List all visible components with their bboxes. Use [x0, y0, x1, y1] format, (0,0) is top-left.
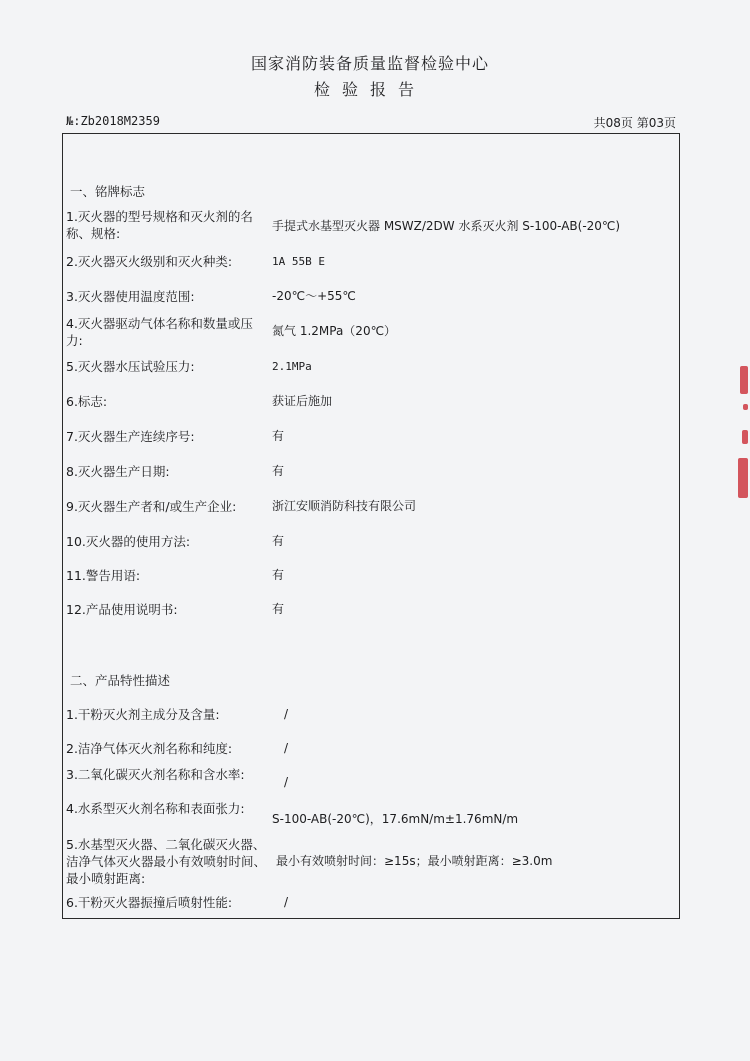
- field-value-clean-gas: /: [284, 741, 289, 755]
- field-label-co2: 3.二氧化碳灭火剂名称和含水率:: [66, 767, 245, 782]
- field-label-temp-range: 3.灭火器使用温度范围:: [66, 289, 195, 304]
- field-value-model-spec: 手提式水基型灭火器 MSWZ/2DW 水系灭火剂 S-100-AB(-20℃): [272, 219, 621, 233]
- field-value-test-pressure: 2.1MPa: [272, 360, 312, 373]
- field-value-co2: /: [284, 775, 289, 789]
- field-value-surface-tension: S-100-AB(-20℃)，17.6mN/m±1.76mN/m: [272, 812, 519, 826]
- section-heading-nameplate: 一、铭牌标志: [70, 184, 146, 199]
- field-value-usage: 有: [272, 534, 285, 548]
- field-label-test-pressure: 5.灭火器水压试验压力:: [66, 359, 195, 374]
- field-label-prod-date: 8.灭火器生产日期:: [66, 464, 170, 479]
- field-value-drive-gas: 氮气 1.2MPa（20℃）: [272, 324, 397, 338]
- field-value-prod-date: 有: [272, 464, 285, 478]
- report-number: №:Zb2018M2359: [66, 114, 160, 128]
- field-value-spray-performance: 最小有效喷射时间：≥15s；最小喷射距离：≥3.0m: [276, 854, 553, 868]
- field-value-impact-spray: /: [284, 895, 289, 909]
- field-label-spray-performance: 5.水基型灭火器、二氧化碳灭火器、洁净气体灭火器最小有效喷射时间、最小喷射距离:: [66, 837, 267, 886]
- field-value-manufacturer: 浙江安顺消防科技有限公司: [272, 499, 417, 513]
- field-value-serial: 有: [272, 429, 285, 443]
- field-label-impact-spray: 6.干粉灭火器振撞后喷射性能:: [66, 895, 233, 910]
- field-label-warning: 11.警告用语:: [66, 568, 141, 583]
- field-label-surface-tension: 4.水系型灭火剂名称和表面张力:: [66, 801, 245, 816]
- field-value-rating: 1A 55B E: [272, 255, 325, 268]
- field-label-manufacturer: 9.灭火器生产者和/或生产企业:: [66, 499, 237, 514]
- page-counter: 共08页 第03页: [593, 116, 676, 130]
- field-label-serial: 7.灭火器生产连续序号:: [66, 429, 195, 444]
- field-label-model-spec: 1.灭火器的型号规格和灭火剂的名称、规格:: [66, 209, 253, 241]
- field-label-manual: 12.产品使用说明书:: [66, 602, 178, 617]
- field-value-warning: 有: [272, 568, 285, 582]
- section-heading-characteristics: 二、产品特性描述: [70, 673, 171, 688]
- field-label-clean-gas: 2.洁净气体灭火剂名称和纯度:: [66, 741, 233, 756]
- field-label-marking: 6.标志:: [66, 394, 108, 409]
- field-label-rating: 2.灭火器灭火级别和灭火种类:: [66, 254, 233, 269]
- field-value-marking: 获证后施加: [272, 394, 333, 408]
- page-subtitle: 检验报告: [313, 80, 426, 99]
- field-value-temp-range: -20℃～+55℃: [272, 289, 356, 303]
- field-value-manual: 有: [272, 602, 285, 616]
- page-title: 国家消防装备质量监督检验中心: [250, 54, 489, 73]
- field-label-usage: 10.灭火器的使用方法:: [66, 534, 191, 549]
- field-label-powder: 1.干粉灭火剂主成分及含量:: [66, 707, 220, 722]
- field-value-powder: /: [284, 707, 289, 721]
- field-label-drive-gas: 4.灭火器驱动气体名称和数量或压力:: [66, 316, 253, 348]
